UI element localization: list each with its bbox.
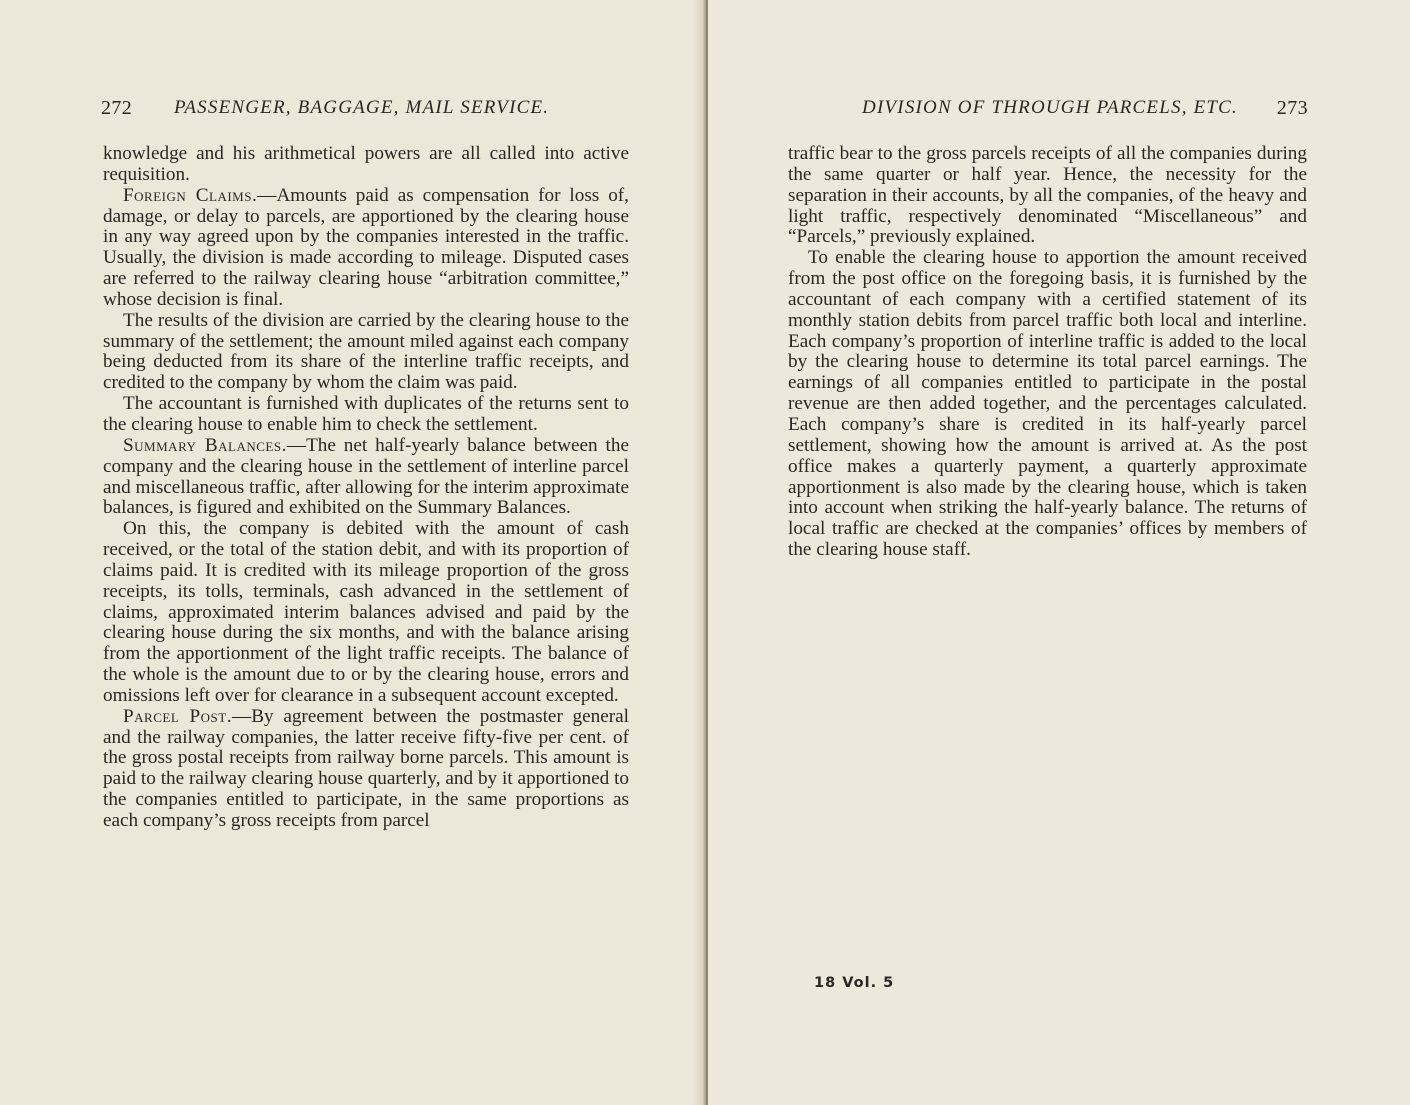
section-heading: Foreign Claims. (123, 184, 258, 206)
right-page-number: 273 (1276, 97, 1308, 119)
right-page (708, 0, 1410, 1105)
paragraph-foreign-claims: Foreign Claims.—Amounts paid as compensation for loss of, damage, or delay to parcels, are apportioned by the clearing house in any way agreed upon by the companies interested in the traffic. Usually, the division is made according to mileage. Disputed cases are referred to the railway clearing house “arbitration committee,” whose decision is final. (103, 184, 629, 310)
left-running-header (101, 97, 629, 120)
paragraph-summary-balances: Summary Balances.—The net half-yearly balance between the company and the clearing house in the settlement of interline parcel and miscellaneous traffic, after allowing for the interim approximate balances, is figured and exhibited on the Summary Balances. (103, 434, 630, 519)
paragraph: The results of the division are carried by the clearing house to the summary of the settlement; the amount miled against each company being deducted from its share of the interline traffic receipts, and credited to the company by whom the claim was paid. (103, 309, 629, 394)
paragraph: The accountant is furnished with duplicates of the returns sent to the clearing house to enable him to check the settlement. (103, 393, 629, 435)
right-running-head: DIVISION OF THROUGH PARCELS, ETC. (862, 97, 1238, 118)
left-body-text (103, 144, 629, 832)
right-body-text (788, 144, 1307, 561)
signature-mark: 18 Vol. 5 (814, 975, 895, 991)
paragraph-parcel-post: Parcel Post.—By agreement between the postmaster general and the railway companies, the latter receive fifty-five per cent. of the gross postal receipts from railway borne parcels. This amount is paid to the railway clearing house quarterly, and by it apportioned to the companies entitled to participate, in the same proportions as each company’s gross receipts from parcel (103, 705, 630, 831)
section-heading: Summary Balances. (123, 434, 287, 456)
paragraph: traffic bear to the gross parcels receipts of all the companies during the same quarter or half year. Hence, the necessity for the separation in their accounts, by all the companies, of the heavy and light traffic, respectively denominated “Miscellaneous” and “Parcels,” previously explained. (788, 143, 1307, 248)
section-heading: Parcel Post. (123, 705, 233, 727)
paragraph: knowledge and his arithmetical powers are all called into active requisition. (103, 143, 629, 185)
paragraph: On this, the company is debited with the amount of cash received, or the total of the station debit, and with its proportion of claims paid. It is credited with its mileage proportion of the gross receipts, its tolls, terminals, cash advanced in the settlement of claims, approximated interim balances advised and paid by the clearing house during the six months, and with the balance arising from the apportionment of the light traffic receipts. The balance of the whole is the amount due to or by the clearing house, errors and omissions left over for clearance in a subsequent account excepted. (103, 518, 629, 706)
paragraph: To enable the clearing house to apportion the amount received from the post office on the foregoing basis, it is furnished by the accountant of each company with a certified statement of its monthly station debits from parcel traffic both local and interline. Each company’s proportion of interline traffic is added to the local by the clearing house to determine its total parcel earnings. The earnings of all companies entitled to participate in the postal revenue are then added together, and the percentages calculated. Each company’s share is credited in its half-yearly parcel settlement, showing how the amount is arrived at. As the post office makes a quarterly payment, a quarterly approximate apportionment is also made by the clearing house, which is taken into account when striking the half-yearly balance. The returns of local traffic are checked at the companies’ offices by members of the clearing house staff. (788, 247, 1307, 561)
left-running-head: PASSENGER, BAGGAGE, MAIL SERVICE. (174, 97, 550, 118)
left-page-number: 272 (101, 97, 133, 119)
